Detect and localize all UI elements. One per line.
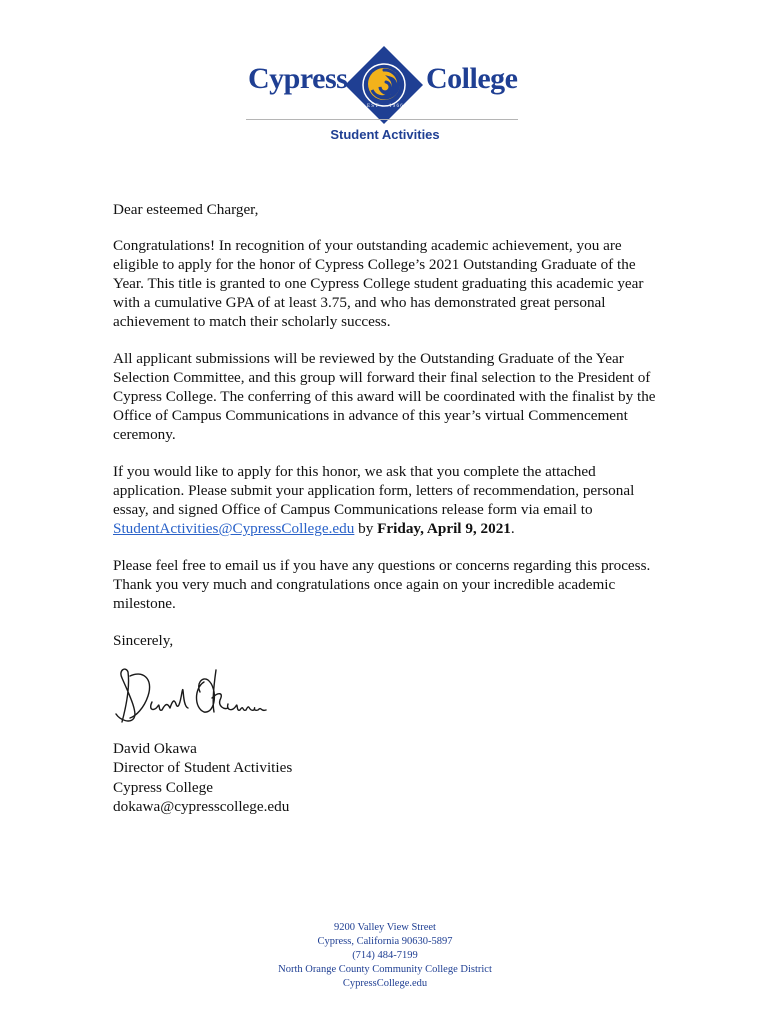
application-instructions: If you would like to apply for this honor, we ask that you complete the attached application. Please submit your application form, letters of recommendation, personal essay, and signed Office of Campus Communications release form via email to [113,463,635,518]
by-text: by [358,520,374,537]
college-seal-icon [345,46,423,124]
signer-name: David Okawa [113,740,197,757]
paragraph-contact: Please feel free to email us if you have any questions or concerns regarding this process. Thank you very much and congratulations once again on your incredible academic milestone. [113,557,651,612]
footer [0,921,770,991]
paragraph-congratulations: Congratulations! In recognition of your outstanding academic achievement, you are eligible to apply for the honor of Cypress College’s 2021 Outstanding Graduate of the Year. This title is granted to one Cypress College student graduating this academic year with a cumulative GPA of at least 3.75, and who has demonstrated great personal achievement to match their scholarly success. [113,237,644,330]
footer-district: North Orange County Community College District [278,964,492,975]
footer-city: Cypress, California 90630-5897 [317,936,453,947]
footer-website: CypressCollege.edu [342,978,428,989]
footer-address: 9200 Valley View Street [334,922,436,933]
closing: Sincerely, [113,632,174,649]
svg-text:1 9 6 6: 1 9 6 6 [389,104,403,109]
signer-organization: Cypress College [113,778,213,796]
signer-email: dokawa@cypresscollege.edu [113,797,290,815]
footer-phone: (714) 484-7199 [352,950,418,961]
signer-title: Director of Student Activities [113,759,293,777]
student-activities-email-link[interactable]: StudentActivities@CypressCollege.edu [113,520,355,537]
greeting: Dear esteemed Charger, [113,201,259,218]
paragraph-application [113,462,665,538]
college-logo [0,44,770,110]
header-divider [246,119,518,120]
letter-body [113,200,665,668]
department-heading: Student Activities [330,127,440,142]
deadline: Friday, April 9, 2021 [377,520,511,537]
handwritten-signature [108,662,278,726]
period: . [510,520,515,537]
paragraph-review: All applicant submissions will be reviewed by the Outstanding Graduate of the Year Selection Committee, and this group will forward their final selection to the President of Cypress College. The conferring of this award will be coordinated with the finalist by the Office of Campus Communications in advance of this year’s virtual Commencement ceremony. [113,350,656,443]
logo-word-college: College [426,62,518,95]
logo-word-cypress: Cypress [248,62,348,95]
signature-block [113,739,292,816]
svg-text:E S T: E S T [367,104,379,109]
